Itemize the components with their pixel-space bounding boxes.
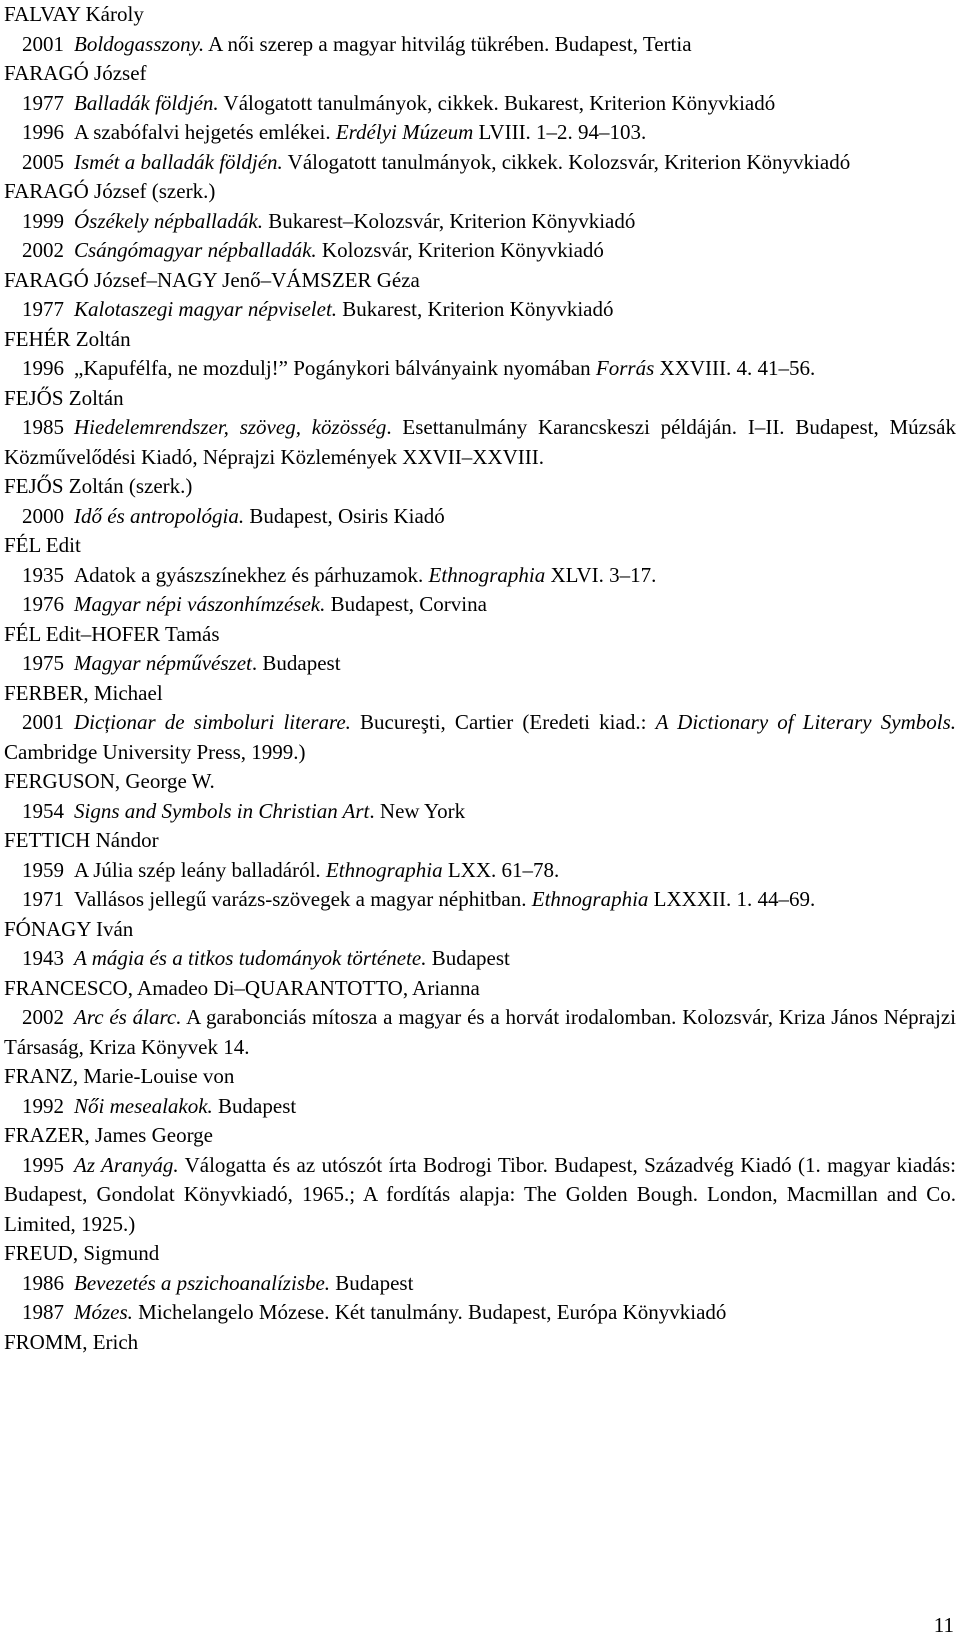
entry-title-italic: Az Aranyág. [74,1152,179,1177]
author-heading: FRANCESCO, Amadeo Di–QUARANTOTTO, Arianna [4,975,480,1000]
bibliography-entry [4,649,956,679]
entry-text: LVIII. 1–2. 94–103. [473,120,647,144]
entry-title-italic: Női mesealakok. [74,1093,213,1118]
entry-title-italic: Boldogasszony. [74,31,205,56]
bibliography-entry [4,1092,956,1122]
bibliography-entry [4,944,956,974]
entry-text: Válogatott tanulmányok, cikkek. Bukarest, Kriterion Könyvkiadó [218,90,776,115]
entry-text: LXXXII. 1. 44–69. [648,887,816,911]
entry-year: 1976 [22,592,64,616]
entry-year: 1992 [22,1093,64,1118]
entry-year: 1996 [22,356,64,380]
bibliography-entry [4,1151,956,1240]
entry-year: 1954 [22,798,64,823]
entry-title-italic: Kalotaszegi magyar népviselet. [74,297,338,321]
entry-text: Michelangelo Mózese. Két tanulmány. Budapest, Európa Könyvkiadó [132,1300,727,1324]
bibliography-entry [4,354,956,384]
entry-title-italic: Mózes. [74,1300,133,1324]
author-heading: FÉL Edit–HOFER Tamás [4,621,220,646]
author-heading: FERBER, Michael [4,680,163,705]
entry-year: 1971 [22,887,64,911]
bibliography-entry [4,295,956,325]
entry-year: 1977 [22,297,64,321]
entry-text: . Esettanulmány Karancskeszi példáján. I–II. Budapest, Múzsák Közművelődési Kiadó, Néprajzi Közlemények XXVII–XXVIII. [4,415,956,469]
entry-title-italic: Bevezetés a pszichoanalízisbe. [74,1270,331,1295]
entry-text: XXVIII. 4. 41–56. [654,356,816,380]
entry-text: „Kapufélfa, ne mozdulj!” Pogánykori bálványaink nyomában [74,356,596,380]
entry-year: 2005 [22,149,64,174]
entry-title-italic: Signs and Symbols in Christian Art [74,798,370,823]
entry-text: A női szerep a magyar hitvilág tükrében. Budapest, Tertia [204,31,692,56]
entry-text: . New York [369,798,466,823]
author-heading: FARAGÓ József [4,61,147,85]
entry-text: Válogatta és az utószót írta Bodrogi Tibor. Budapest, Századvég Kiadó (1. magyar kiadás: Budapest, Gondolat Könyvkiadó, 1965.; A fordítás alapja: The Golden Bough. London, Macmillan and Co. Limited, 1925.) [4,1152,956,1236]
bibliography-entry [4,413,956,472]
entry-text: Válogatott tanulmányok, cikkek. Kolozsvár, Kriterion Könyvkiadó [282,149,851,174]
entry-text: Adatok a gyászszínekhez és párhuzamok. [74,562,429,587]
entry-title-italic: Csángómagyar népballadák. [74,238,317,262]
entry-text: Bukarest, Kriterion Könyvkiadó [337,297,614,321]
entry-text: Bucureşti, Cartier (Eredeti kiad.: [350,710,656,734]
bibliography-entry [4,207,956,237]
author-heading: FEJŐS Zoltán [4,385,124,410]
entry-year: 1959 [22,857,64,882]
entry-text: Vallásos jellegű varázs-szövegek a magyar néphitban. [74,887,532,911]
entry-text: Budapest [426,946,510,970]
bibliography-entry [4,1269,956,1299]
entry-text: A garabonciás mítosza a magyar és a horvát irodalomban. Kolozsvár, Kriza János Néprajzi Társaság, Kriza Könyvek 14. [4,1005,956,1059]
entry-text: XLVI. 3–17. [545,562,657,587]
author-heading: FEHÉR Zoltán [4,326,131,351]
entry-year: 2001 [22,710,64,734]
entry-title-italic: Erdélyi Múzeum [335,120,474,144]
page-number: 11 [933,1613,954,1637]
entry-title-italic: Magyar népi vászonhímzések. [74,592,326,616]
bibliography-entry [4,118,956,148]
entry-year: 1977 [22,90,64,115]
entry-year: 1996 [22,120,64,144]
author-heading: FRANZ, Marie-Louise von [4,1064,235,1088]
entry-title-italic: Balladák földjén. [74,90,219,115]
author-heading: FROMM, Erich [4,1329,139,1354]
entry-year: 1986 [22,1270,64,1295]
entry-text: . Budapest [251,651,341,675]
author-heading: FÉL Edit [4,533,81,557]
bibliography-entry [4,1298,956,1328]
entry-year: 1975 [22,651,64,675]
bibliography-entry [4,561,956,591]
entry-title-italic: Ószékely népballadák. [74,208,263,233]
entry-text: Bukarest–Kolozsvár, Kriterion Könyvkiadó [262,208,636,233]
bibliography-entry [4,89,956,119]
entry-text: LXX. 61–78. [442,857,560,882]
entry-year: 2001 [22,31,64,56]
author-heading: FÓNAGY Iván [4,916,134,941]
entry-year: 1999 [22,208,64,233]
bibliography-entry [4,236,956,266]
author-heading: FRAZER, James George [4,1123,214,1147]
bibliography-entry [4,502,956,532]
bibliography-entry [4,1003,956,1062]
entry-text: A Júlia szép leány balladáról. [74,857,326,882]
bibliography-entry [4,708,956,767]
entry-title-italic: A mágia és a titkos tudományok története. [74,946,427,970]
author-heading: FREUD, Sigmund [4,1241,160,1265]
entry-year: 2002 [22,1005,64,1029]
entry-year: 2000 [22,503,64,528]
entry-title-italic: Ethnographia [531,887,649,911]
author-heading: FERGUSON, George W. [4,769,215,793]
bibliography-entry [4,856,956,886]
entry-title-italic: Magyar népművészet [74,651,252,675]
author-heading: FEJŐS Zoltán (szerk.) [4,474,193,498]
entry-text: Budapest [212,1093,297,1118]
entry-text: Budapest, Osiris Kiadó [244,503,445,528]
author-heading: FETTICH Nándor [4,828,159,852]
entry-title-italic: Idő és antropológia. [74,503,245,528]
entry-title-italic: Ethnographia [325,857,443,882]
entry-year: 1935 [22,562,64,587]
entry-year: 1943 [22,946,64,970]
entry-title-italic: Arc és álarc. [74,1005,182,1029]
author-heading: FALVAY Károly [4,2,144,26]
author-heading: FARAGÓ József (szerk.) [4,179,216,203]
entry-title-italic: A Dictionary of Literary Symbols. [655,710,956,734]
entry-year: 2002 [22,238,64,262]
entry-year: 1985 [22,415,64,439]
entry-year: 1995 [22,1152,64,1177]
bibliography-entry [4,797,956,827]
entry-title-italic: Ismét a balladák földjén. [74,149,283,174]
entry-text: Budapest [330,1270,414,1295]
entry-title-italic: Hiedelemrendszer, szöveg, közösség [74,415,387,439]
entry-title-italic: Dicționar de simboluri literare. [74,710,351,734]
entry-title-italic: Forrás [595,356,655,380]
bibliography-entry [4,148,956,178]
author-heading: FARAGÓ József–NAGY Jenő–VÁMSZER Géza [4,267,420,292]
entry-year: 1987 [22,1300,64,1324]
bibliography-list [4,0,956,1357]
entry-text: Cambridge University Press, 1999.) [4,739,306,764]
entry-text: Budapest, Corvina [325,592,487,616]
entry-text: A szabófalvi hejgetés emlékei. [74,120,336,144]
bibliography-entry [4,590,956,620]
bibliography-entry [4,885,956,915]
bibliography-entry [4,30,956,60]
entry-text: Kolozsvár, Kriterion Könyvkiadó [316,238,604,262]
entry-title-italic: Ethnographia [428,562,546,587]
